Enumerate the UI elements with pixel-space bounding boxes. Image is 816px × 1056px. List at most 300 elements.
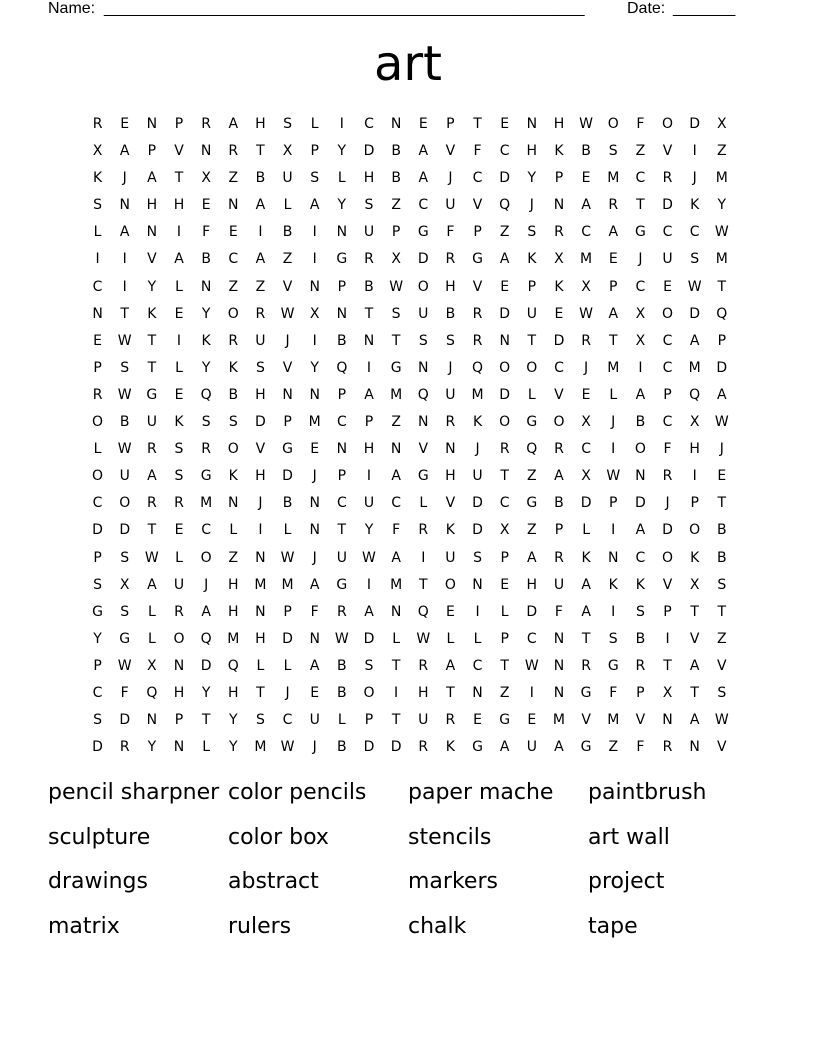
grid-letter: E — [93, 332, 102, 349]
grid-letter: S — [608, 143, 618, 160]
grid-letter: U — [418, 305, 429, 322]
grid-letter: C — [472, 657, 483, 674]
grid-letter: D — [417, 251, 429, 268]
grid-letter: R — [119, 739, 130, 756]
grid-letter: G — [417, 224, 429, 241]
grid-letter: I — [122, 278, 127, 295]
grid-letter: R — [146, 441, 157, 458]
grid-letter: S — [283, 116, 292, 132]
grid-letter: G — [390, 359, 402, 376]
grid-letter: Q — [689, 386, 701, 403]
grid-letter: S — [255, 712, 265, 729]
grid-letter: Z — [635, 143, 646, 160]
grid-letter: P — [609, 278, 618, 295]
grid-row — [84, 682, 735, 709]
grid-row — [84, 655, 735, 682]
grid-letter: R — [418, 739, 429, 756]
grid-letter: S — [717, 576, 727, 593]
grid-letter: R — [255, 305, 266, 322]
grid-letter: K — [228, 468, 238, 485]
grid-letter: A — [364, 386, 374, 403]
grid-letter: B — [337, 684, 347, 701]
grid-letter: C — [662, 224, 673, 241]
grid-letter: X — [662, 684, 673, 701]
grid-letter: H — [363, 441, 375, 458]
grid-letter: T — [201, 712, 211, 729]
grid-letter: W — [280, 739, 295, 756]
grid-letter: T — [690, 603, 699, 620]
grid-letter: N — [282, 386, 293, 403]
grid-letter: G — [146, 386, 158, 403]
grid-letter: C — [391, 495, 401, 512]
grid-letter: X — [581, 278, 591, 295]
grid-letter: T — [581, 630, 591, 647]
grid-letter: R — [554, 549, 564, 566]
grid-letter: B — [391, 170, 401, 187]
grid-letter: H — [173, 684, 185, 701]
grid-letter: Q — [472, 359, 484, 376]
grid-letter: C — [472, 170, 483, 187]
grid-letter: E — [500, 278, 510, 295]
grid-letter: X — [581, 468, 591, 485]
grid-letter: S — [201, 414, 211, 431]
grid-letter: H — [417, 684, 429, 701]
grid-letter: A — [309, 197, 320, 214]
grid-row — [84, 411, 735, 438]
grid-letter: C — [581, 224, 591, 241]
grid-letter: O — [662, 305, 674, 322]
grid-letter: A — [228, 116, 239, 132]
word-bank-item: pencil sharpner — [48, 780, 220, 805]
grid-letter: N — [309, 278, 320, 295]
grid-letter: I — [529, 684, 534, 701]
grid-letter: G — [580, 739, 592, 756]
grid-letter: G — [336, 251, 348, 268]
grid-letter: T — [147, 359, 157, 376]
grid-letter: T — [690, 684, 699, 701]
grid-letter: C — [92, 684, 103, 701]
grid-letter: H — [173, 197, 185, 214]
grid-letter: C — [499, 143, 510, 160]
grid-letter: N — [553, 684, 565, 701]
grid-letter: S — [228, 414, 238, 431]
grid-letter: B — [201, 251, 211, 268]
grid-letter: B — [364, 278, 374, 295]
grid-letter: E — [445, 603, 455, 620]
grid-letter: V — [418, 441, 429, 458]
grid-letter: K — [147, 305, 157, 322]
grid-letter: T — [717, 278, 727, 295]
grid-letter: J — [312, 468, 317, 485]
grid-row — [84, 574, 735, 601]
grid-letter: N — [173, 739, 185, 756]
grid-letter: B — [391, 143, 401, 160]
grid-letter: C — [364, 116, 374, 132]
grid-letter: P — [93, 359, 102, 376]
grid-letter: D — [200, 657, 212, 674]
grid-letter: N — [635, 468, 646, 485]
grid-row — [84, 547, 735, 574]
grid-letter: T — [147, 332, 157, 349]
grid-letter: W — [117, 657, 132, 674]
grid-letter: E — [473, 712, 482, 729]
grid-letter: L — [446, 630, 455, 647]
grid-letter: S — [717, 684, 727, 701]
grid-letter: W — [579, 305, 594, 322]
grid-letter: F — [554, 603, 563, 620]
grid-letter: J — [584, 359, 589, 376]
grid-letter: O — [526, 359, 538, 376]
grid-letter: L — [175, 359, 183, 376]
grid-letter: Z — [391, 197, 401, 214]
grid-letter: U — [363, 495, 375, 512]
grid-letter: J — [475, 441, 480, 458]
grid-letter: M — [390, 386, 403, 403]
grid-letter: D — [716, 359, 728, 376]
grid-letter: B — [635, 630, 646, 647]
grid-letter: C — [499, 495, 510, 512]
grid-letter: C — [282, 712, 293, 729]
grid-letter: T — [500, 657, 509, 674]
grid-letter: O — [173, 630, 185, 647]
grid-letter: Z — [282, 251, 293, 268]
grid-letter: B — [337, 657, 347, 674]
grid-letter: P — [310, 143, 319, 160]
grid-letter: W — [117, 441, 132, 458]
grid-letter: O — [553, 414, 565, 431]
grid-letter: U — [445, 549, 456, 566]
grid-letter: N — [146, 712, 158, 729]
grid-letter: H — [255, 630, 266, 647]
grid-letter: G — [92, 603, 103, 620]
grid-letter: E — [554, 305, 564, 322]
grid-letter: D — [580, 495, 592, 512]
grid-letter: G — [526, 495, 538, 512]
grid-letter: X — [717, 116, 727, 132]
grid-letter: I — [366, 576, 372, 593]
grid-letter: T — [147, 522, 157, 539]
grid-letter: U — [445, 386, 456, 403]
grid-letter: U — [526, 739, 537, 756]
grid-letter: O — [689, 522, 701, 539]
grid-letter: N — [255, 549, 266, 566]
grid-letter: J — [638, 251, 643, 268]
grid-letter: D — [499, 305, 511, 322]
grid-letter: H — [255, 468, 266, 485]
grid-row — [84, 330, 735, 357]
grid-letter: F — [663, 441, 672, 458]
grid-letter: I — [394, 684, 399, 701]
grid-letter: X — [92, 143, 103, 160]
grid-letter: O — [444, 576, 456, 593]
grid-letter: J — [448, 359, 453, 376]
grid-letter: A — [174, 251, 184, 268]
grid-letter: W — [524, 657, 539, 674]
grid-letter: N — [146, 116, 158, 132]
grid-letter: V — [581, 712, 591, 729]
grid-letter: S — [120, 603, 130, 620]
grid-letter: V — [445, 495, 456, 512]
grid-letter: I — [312, 251, 317, 268]
grid-row — [84, 303, 735, 330]
word-bank — [48, 779, 768, 941]
grid-letter: S — [93, 576, 103, 593]
grid-letter: J — [122, 170, 127, 187]
grid-letter: Y — [364, 522, 374, 539]
grid-letter: U — [336, 549, 347, 566]
grid-letter: N — [228, 197, 239, 214]
grid-letter: I — [366, 359, 372, 376]
grid-letter: R — [472, 305, 483, 322]
name-blank-line: ______________________________________________________ — [104, 0, 585, 17]
grid-letter: Y — [337, 197, 347, 214]
grid-letter: C — [662, 359, 673, 376]
grid-row — [84, 248, 735, 275]
grid-letter: C — [635, 170, 646, 187]
grid-letter: Z — [255, 278, 266, 295]
grid-letter: D — [634, 495, 646, 512]
grid-letter: F — [392, 522, 401, 539]
grid-letter: I — [122, 251, 127, 268]
grid-letter: K — [201, 332, 211, 349]
grid-letter: T — [418, 576, 428, 593]
grid-letter: E — [228, 224, 238, 241]
grid-letter: X — [499, 522, 510, 539]
grid-letter: Q — [417, 386, 429, 403]
grid-letter: L — [283, 197, 292, 214]
word-bank-item: paintbrush — [588, 780, 707, 805]
grid-letter: O — [499, 414, 511, 431]
word-bank-item: paper mache — [408, 780, 554, 805]
grid-letter: A — [201, 603, 211, 620]
grid-letter: H — [146, 197, 158, 214]
grid-letter: S — [174, 441, 184, 458]
grid-row — [84, 194, 735, 221]
grid-letter: T — [527, 332, 537, 349]
grid-letter: G — [119, 630, 131, 647]
grid-letter: T — [608, 332, 618, 349]
grid-letter: T — [120, 305, 129, 322]
grid-letter: H — [445, 468, 456, 485]
grid-letter: H — [363, 170, 375, 187]
grid-letter: P — [283, 414, 292, 431]
grid-letter: N — [200, 278, 212, 295]
grid-letter: W — [416, 630, 431, 647]
grid-letter: W — [280, 305, 295, 322]
grid-letter: H — [526, 576, 538, 593]
grid-letter: J — [719, 441, 724, 458]
grid-letter: A — [391, 549, 401, 566]
grid-letter: U — [662, 251, 673, 268]
grid-letter: S — [93, 712, 103, 729]
grid-letter: V — [635, 712, 646, 729]
grid-letter: Z — [717, 630, 727, 647]
grid-letter: P — [337, 468, 347, 485]
grid-letter: W — [280, 549, 295, 566]
grid-letter: W — [714, 414, 729, 431]
grid-letter: L — [256, 657, 265, 674]
word-bank-item: markers — [408, 869, 498, 894]
grid-letter: N — [309, 630, 320, 647]
grid-letter: Y — [93, 630, 102, 647]
grid-letter: N — [418, 414, 429, 431]
grid-letter: L — [609, 386, 618, 403]
grid-letter: I — [312, 332, 317, 349]
grid-letter: P — [609, 495, 618, 512]
grid-letter: M — [281, 576, 294, 593]
grid-letter: U — [553, 576, 565, 593]
grid-letter: X — [201, 170, 211, 187]
grid-letter: N — [553, 657, 565, 674]
grid-letter: P — [174, 712, 184, 729]
grid-letter: R — [499, 441, 510, 458]
grid-letter: T — [391, 657, 401, 674]
grid-letter: P — [554, 170, 564, 187]
grid-letter: Z — [717, 143, 727, 160]
grid-row — [84, 276, 735, 303]
grid-letter: Y — [201, 359, 211, 376]
grid-letter: V — [717, 657, 727, 674]
grid-letter: H — [689, 441, 700, 458]
grid-letter: F — [609, 684, 618, 701]
grid-letter: R — [581, 657, 591, 674]
grid-letter: S — [391, 305, 401, 322]
grid-letter: S — [255, 359, 265, 376]
grid-letter: B — [282, 224, 293, 241]
grid-letter: X — [635, 305, 646, 322]
grid-letter: Q — [200, 630, 212, 647]
grid-letter: D — [472, 495, 483, 512]
grid-letter: G — [336, 576, 348, 593]
grid-letter: R — [92, 386, 103, 403]
grid-letter: C — [662, 332, 673, 349]
grid-letter: A — [608, 305, 619, 322]
grid-letter: C — [554, 359, 564, 376]
grid-letter: E — [310, 684, 320, 701]
grid-letter: J — [258, 495, 263, 512]
grid-letter: T — [717, 603, 727, 620]
grid-letter: P — [364, 712, 374, 729]
grid-letter: N — [173, 657, 185, 674]
grid-letter: L — [419, 495, 428, 512]
grid-letter: R — [228, 332, 239, 349]
grid-letter: K — [445, 739, 455, 756]
grid-letter: P — [690, 495, 699, 512]
grid-letter: I — [692, 468, 697, 485]
grid-letter: R — [554, 441, 564, 458]
grid-letter: R — [608, 197, 619, 214]
grid-letter: Z — [608, 739, 619, 756]
grid-letter: P — [283, 603, 292, 620]
grid-letter: J — [692, 170, 697, 187]
grid-row — [84, 221, 735, 248]
grid-letter: D — [282, 468, 293, 485]
grid-letter: W — [579, 116, 594, 132]
grid-letter: F — [636, 739, 645, 756]
grid-letter: I — [421, 549, 426, 566]
date-label: Date: — [627, 0, 666, 17]
grid-letter: D — [282, 630, 293, 647]
grid-letter: S — [120, 549, 130, 566]
grid-letter: G — [634, 224, 646, 241]
grid-letter: A — [147, 576, 157, 593]
grid-letter: D — [363, 739, 375, 756]
grid-letter: B — [282, 495, 293, 512]
grid-letter: N — [200, 143, 212, 160]
grid-letter: A — [635, 386, 646, 403]
grid-letter: D — [553, 332, 565, 349]
grid-letter: N — [336, 305, 348, 322]
grid-letter: G — [417, 468, 429, 485]
grid-letter: R — [336, 603, 347, 620]
grid-letter: T — [473, 116, 482, 132]
grid-letter: P — [174, 116, 184, 132]
word-bank-item: sculpture — [48, 824, 151, 850]
grid-letter: L — [310, 116, 319, 132]
grid-row — [84, 709, 735, 736]
grid-letter: T — [446, 684, 455, 701]
grid-letter: A — [499, 739, 510, 756]
grid-letter: T — [364, 305, 374, 322]
grid-letter: R — [92, 116, 103, 132]
grid-letter: P — [663, 386, 672, 403]
grid-letter: T — [663, 657, 672, 674]
grid-letter: E — [717, 468, 727, 485]
grid-row — [84, 628, 735, 655]
grid-letter: A — [527, 549, 537, 566]
grid-letter: V — [554, 386, 564, 403]
grid-letter: D — [689, 116, 701, 132]
grid-letter: Q — [499, 197, 511, 214]
grid-letter: V — [445, 143, 456, 160]
grid-letter: T — [256, 143, 265, 160]
grid-letter: L — [337, 170, 346, 187]
grid-letter: W — [714, 224, 729, 241]
grid-letter: I — [665, 630, 670, 647]
grid-letter: P — [446, 116, 455, 132]
grid-letter: P — [93, 657, 102, 674]
grid-letter: A — [689, 712, 700, 729]
grid-letter: R — [662, 739, 673, 756]
grid-letter: K — [228, 359, 238, 376]
grid-letter: B — [635, 414, 646, 431]
grid-row — [84, 357, 735, 384]
grid-letter: M — [254, 739, 267, 756]
grid-letter: N — [662, 712, 673, 729]
grid-letter: L — [283, 522, 292, 539]
grid-letter: X — [635, 332, 646, 349]
word-bank-item: drawings — [48, 869, 148, 894]
grid-letter: N — [309, 522, 320, 539]
grid-letter: K — [635, 576, 645, 593]
grid-letter: E — [120, 116, 130, 132]
grid-letter: S — [120, 359, 130, 376]
grid-letter: S — [174, 468, 184, 485]
grid-letter: D — [119, 522, 131, 539]
grid-letter: A — [309, 657, 320, 674]
grid-letter: M — [200, 495, 213, 512]
word-bank-item: rulers — [228, 913, 292, 939]
grid-letter: B — [717, 522, 727, 539]
grid-letter: N — [146, 224, 158, 241]
grid-letter: F — [636, 116, 645, 132]
grid-letter: K — [608, 576, 618, 593]
grid-letter: D — [689, 305, 701, 322]
grid-row — [84, 736, 735, 763]
grid-letter: A — [581, 603, 591, 620]
grid-letter: L — [527, 386, 536, 403]
grid-letter: G — [282, 441, 293, 458]
